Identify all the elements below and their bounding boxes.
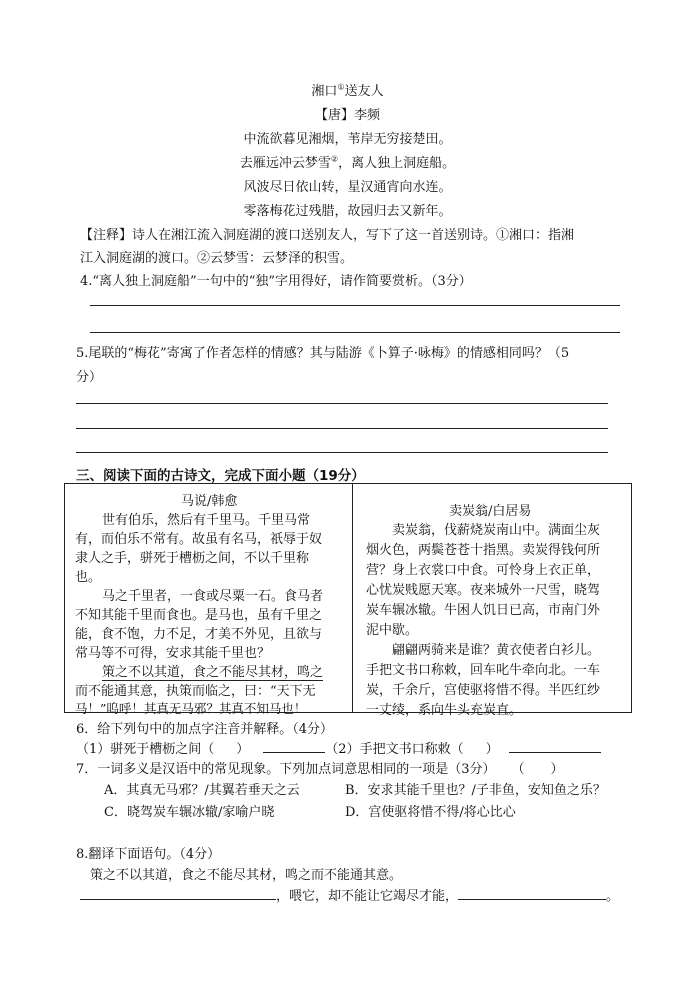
answer-line[interactable] [76,452,608,453]
poem-line: 去雁远冲云梦雪②，离人独上洞庭船。 [239,154,456,171]
left-text-line: 隶人之手，骈死于槽枥之间，不以千里称 [75,551,310,566]
left-text-line: 马之千里者，一食或尽粟一石。食马者 [102,589,324,604]
left-text-line: 能，食不饱，力不足，才美不外见，且欲与 [75,627,323,642]
poem-line: 风波尽日依山转，星汉通宵向水连。 [243,180,452,195]
right-text-title: 卖炭翁/白居易 [449,504,532,519]
answer-line[interactable] [76,403,608,404]
question-4: 4.“离人独上洞庭船”一句中的“独”字用得好，请作简要赏析。（3分） [80,274,472,289]
left-text-title: 马说/韩愈 [181,494,238,509]
left-text-line: 有，而伯乐不常有。故虽有名马，祇辱于奴 [75,532,323,547]
right-text-line: 泥中歇。 [366,623,419,638]
answer-paren[interactable]: （ ） [511,762,564,777]
column-divider [352,483,353,713]
right-text-line: 烟火色，两鬓苍苍十指黑。卖炭得钱何所 [366,543,601,558]
right-text-line: 手把文书口称敕，回车叱牛牵向北。一车 [366,663,601,678]
question-5-cont: 分） [76,370,103,385]
left-text-line-underlined: 策之不以其道，食之不能尽其材，鸣之 [102,665,324,680]
option-c[interactable]: C．晓驾炭车辗冰辙/家喻户晓 [104,805,275,820]
question-8-answer: ，喂它，却不能让它竭尽才能， 。 [80,885,619,904]
poem-line: 零落梅花过残腊，故园归去又新年。 [243,204,452,219]
right-text-line: 卖炭翁，伐薪烧炭南山中。满面尘灰 [392,523,601,538]
paren-close: ） [485,742,499,757]
right-text-line: 炭车辗冰辙。牛困人饥日已高，市南门外 [366,603,601,618]
right-text-line: 炭，千余斤，宫使驱将惜不得。半匹红纱 [366,683,601,698]
right-text-line: 一丈绫，系向牛头充炭直。 [366,703,523,718]
question-6-2: （2）手把文书口称敕（ [325,742,464,757]
paren-close: ） [236,742,250,757]
poem-line: 中流欲暮见湘烟，苇岸无穷接楚田。 [243,132,452,147]
option-d[interactable]: D．宫使驱将惜不得/将心比心 [345,805,516,820]
answer-blank[interactable] [509,740,601,753]
answer-blank[interactable] [263,740,325,753]
left-text-line: 不知其能千里而食也。是马也，虽有千里之 [75,608,323,623]
left-text-line: 马！”呜呼！其真无马邪？其真不知马也！ [75,701,307,716]
option-a[interactable]: A．其真无马邪？/其翼若垂天之云 [104,783,300,798]
question-8-sentence: 策之不以其道，食之不能尽其材，鸣之而不能通其意。 [90,868,403,883]
left-text-line: 世有伯乐，然后有千里马。千里马常 [102,513,311,528]
question-7: 7．一词多义是汉语中的常见现象。下列加点词意思相同的一项是（3分） （ ） [76,762,564,777]
poem-note: 【注释】诗人在湘江流入洞庭湖的渡口送别友人，写下了这一首送别诗。①湘口：指湘 [80,228,575,243]
question-5: 5.尾联的“梅花”寄寓了作者怎样的情感？其与陆游《卜算子·咏梅》的情感相同吗？（5 [76,346,570,361]
right-text-line: 心忧炭贱愿天寒。夜来城外一尺雪，晓驾 [366,583,601,598]
answer-line[interactable] [90,332,620,333]
question-6-1: （1）骈死于槽枥之间（ [76,742,215,757]
section-3-heading: 三、阅读下面的古诗文，完成下面小题（19分） [76,468,365,484]
poem-author: 【唐】李频 [314,108,380,123]
answer-line[interactable] [76,428,608,429]
question-8: 8.翻译下面语句。（4分） [76,847,221,862]
right-text-line: 翩翩两骑来是谁？黄衣使者白衫儿。 [392,643,601,658]
left-text-line: 而不能通其意，执策而临之，曰：“天下无 [75,684,316,699]
poem-title: 湘口①送友人 [311,82,384,99]
option-b[interactable]: B．安求其能千里也？/子非鱼，安知鱼之乐？ [345,783,606,798]
answer-blank[interactable] [80,887,276,900]
left-text-line: 常马等不可得，安求其能千里也？ [75,646,271,661]
answer-blank[interactable] [458,887,606,900]
right-text-line: 营？身上衣裳口中食。可怜身上衣正单， [366,563,601,578]
answer-line[interactable] [90,305,620,306]
question-6: 6．给下列句中的加点字注音并解释。（4分） [76,722,334,737]
left-text-line: 也。 [75,570,102,585]
question-6-items [76,738,601,757]
poem-note: 江入洞庭湖的渡口。②云梦雪：云梦泽的积雪。 [80,251,354,266]
